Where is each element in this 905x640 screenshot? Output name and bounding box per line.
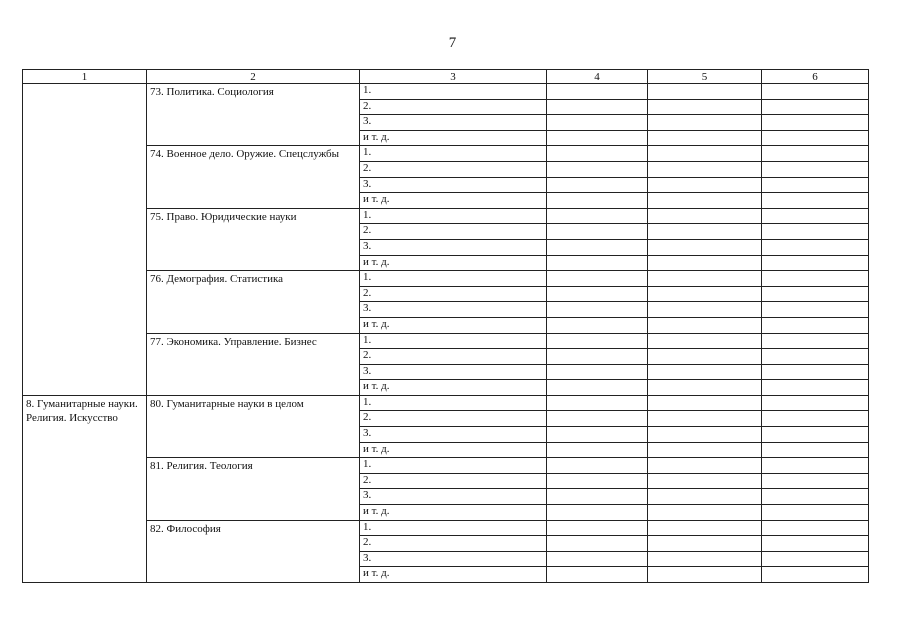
- empty-cell: [547, 395, 648, 411]
- empty-cell: [648, 364, 762, 380]
- table-row: [23, 146, 869, 162]
- empty-cell: [762, 551, 869, 567]
- item-cell: 3.: [360, 551, 547, 567]
- empty-cell: [547, 551, 648, 567]
- item-cell: 2.: [360, 286, 547, 302]
- item-cell: 1.: [360, 84, 547, 100]
- empty-cell: [648, 146, 762, 162]
- empty-cell: [762, 473, 869, 489]
- empty-cell: [648, 161, 762, 177]
- item-cell: и т. д.: [360, 193, 547, 209]
- empty-cell: [648, 84, 762, 100]
- empty-cell: [547, 146, 648, 162]
- empty-cell: [762, 255, 869, 271]
- empty-cell: [648, 427, 762, 443]
- empty-cell: [547, 489, 648, 505]
- empty-cell: [762, 115, 869, 131]
- empty-cell: [547, 364, 648, 380]
- empty-cell: [547, 317, 648, 333]
- item-cell: 1.: [360, 208, 547, 224]
- column-header: 1: [23, 70, 147, 84]
- empty-cell: [762, 364, 869, 380]
- item-cell: 1.: [360, 520, 547, 536]
- empty-cell: [648, 458, 762, 474]
- empty-cell: [648, 349, 762, 365]
- table-row: [23, 458, 869, 474]
- empty-cell: [648, 130, 762, 146]
- empty-cell: [547, 520, 648, 536]
- item-cell: 3.: [360, 302, 547, 318]
- empty-cell: [762, 349, 869, 365]
- empty-cell: [547, 302, 648, 318]
- empty-cell: [547, 271, 648, 287]
- empty-cell: [547, 255, 648, 271]
- item-cell: 1.: [360, 333, 547, 349]
- empty-cell: [547, 442, 648, 458]
- empty-cell: [762, 395, 869, 411]
- empty-cell: [762, 427, 869, 443]
- column-header: 5: [648, 70, 762, 84]
- item-cell: 2.: [360, 99, 547, 115]
- category-cell: [23, 84, 147, 396]
- empty-cell: [648, 395, 762, 411]
- empty-cell: [547, 239, 648, 255]
- category-cell: 8. Гуманитарные науки. Религия. Искусство: [23, 395, 147, 582]
- item-cell: 3.: [360, 115, 547, 131]
- column-header: 3: [360, 70, 547, 84]
- empty-cell: [547, 473, 648, 489]
- empty-cell: [648, 224, 762, 240]
- empty-cell: [648, 489, 762, 505]
- table-row: [23, 395, 869, 411]
- empty-cell: [648, 239, 762, 255]
- empty-cell: [762, 567, 869, 583]
- empty-cell: [762, 161, 869, 177]
- empty-cell: [547, 99, 648, 115]
- empty-cell: [547, 567, 648, 583]
- empty-cell: [762, 271, 869, 287]
- empty-cell: [762, 333, 869, 349]
- empty-cell: [762, 536, 869, 552]
- item-cell: и т. д.: [360, 567, 547, 583]
- empty-cell: [648, 333, 762, 349]
- empty-cell: [547, 177, 648, 193]
- item-cell: 2.: [360, 224, 547, 240]
- empty-cell: [762, 317, 869, 333]
- subsection-title: 81. Религия. Теология: [147, 458, 360, 520]
- empty-cell: [648, 99, 762, 115]
- subsection-title: 76. Демография. Статистика: [147, 271, 360, 333]
- subsection-title: 73. Политика. Социология: [147, 84, 360, 146]
- empty-cell: [648, 473, 762, 489]
- empty-cell: [762, 177, 869, 193]
- column-header: 2: [147, 70, 360, 84]
- empty-cell: [762, 380, 869, 396]
- empty-cell: [762, 302, 869, 318]
- item-cell: 2.: [360, 411, 547, 427]
- empty-cell: [648, 115, 762, 131]
- empty-cell: [648, 536, 762, 552]
- subsection-title: 77. Экономика. Управление. Бизнес: [147, 333, 360, 395]
- item-cell: 1.: [360, 271, 547, 287]
- empty-cell: [547, 224, 648, 240]
- empty-cell: [648, 551, 762, 567]
- table-row: [23, 208, 869, 224]
- empty-cell: [547, 505, 648, 521]
- table-body: [23, 84, 869, 583]
- subsection-title: 74. Военное дело. Оружие. Спецслужбы: [147, 146, 360, 208]
- item-cell: 1.: [360, 395, 547, 411]
- item-cell: 2.: [360, 536, 547, 552]
- empty-cell: [547, 286, 648, 302]
- table-row: [23, 271, 869, 287]
- empty-cell: [648, 286, 762, 302]
- empty-cell: [547, 349, 648, 365]
- item-cell: 3.: [360, 427, 547, 443]
- empty-cell: [547, 115, 648, 131]
- empty-cell: [762, 505, 869, 521]
- empty-cell: [547, 380, 648, 396]
- empty-cell: [762, 411, 869, 427]
- table-row: [23, 333, 869, 349]
- item-cell: и т. д.: [360, 442, 547, 458]
- item-cell: и т. д.: [360, 130, 547, 146]
- item-cell: 2.: [360, 473, 547, 489]
- empty-cell: [547, 84, 648, 100]
- empty-cell: [762, 146, 869, 162]
- empty-cell: [762, 99, 869, 115]
- item-cell: 3.: [360, 239, 547, 255]
- table-row: [23, 520, 869, 536]
- item-cell: и т. д.: [360, 255, 547, 271]
- empty-cell: [762, 520, 869, 536]
- subsection-title: 80. Гуманитарные науки в целом: [147, 395, 360, 457]
- item-cell: 2.: [360, 349, 547, 365]
- empty-cell: [648, 567, 762, 583]
- item-cell: 3.: [360, 177, 547, 193]
- subsection-title: 75. Право. Юридические науки: [147, 208, 360, 270]
- classification-table: [22, 69, 869, 583]
- item-cell: 3.: [360, 364, 547, 380]
- column-header: 6: [762, 70, 869, 84]
- empty-cell: [762, 84, 869, 100]
- empty-cell: [762, 489, 869, 505]
- empty-cell: [547, 130, 648, 146]
- empty-cell: [547, 427, 648, 443]
- empty-cell: [648, 271, 762, 287]
- empty-cell: [762, 130, 869, 146]
- empty-cell: [648, 193, 762, 209]
- item-cell: 2.: [360, 161, 547, 177]
- empty-cell: [648, 317, 762, 333]
- empty-cell: [648, 380, 762, 396]
- empty-cell: [547, 333, 648, 349]
- empty-cell: [648, 442, 762, 458]
- empty-cell: [648, 255, 762, 271]
- empty-cell: [547, 161, 648, 177]
- empty-cell: [762, 458, 869, 474]
- empty-cell: [547, 411, 648, 427]
- empty-cell: [547, 458, 648, 474]
- empty-cell: [648, 411, 762, 427]
- empty-cell: [547, 536, 648, 552]
- item-cell: 1.: [360, 458, 547, 474]
- empty-cell: [648, 505, 762, 521]
- page-number: 7: [448, 35, 457, 51]
- empty-cell: [762, 224, 869, 240]
- subsection-title: 82. Философия: [147, 520, 360, 582]
- empty-cell: [648, 208, 762, 224]
- empty-cell: [648, 520, 762, 536]
- empty-cell: [547, 208, 648, 224]
- item-cell: и т. д.: [360, 380, 547, 396]
- item-cell: и т. д.: [360, 317, 547, 333]
- empty-cell: [648, 302, 762, 318]
- empty-cell: [762, 208, 869, 224]
- table-header-row: [23, 70, 869, 84]
- item-cell: и т. д.: [360, 505, 547, 521]
- column-header: 4: [547, 70, 648, 84]
- empty-cell: [547, 193, 648, 209]
- empty-cell: [762, 239, 869, 255]
- empty-cell: [762, 286, 869, 302]
- table-row: [23, 84, 869, 100]
- item-cell: 3.: [360, 489, 547, 505]
- empty-cell: [762, 193, 869, 209]
- empty-cell: [648, 177, 762, 193]
- item-cell: 1.: [360, 146, 547, 162]
- empty-cell: [762, 442, 869, 458]
